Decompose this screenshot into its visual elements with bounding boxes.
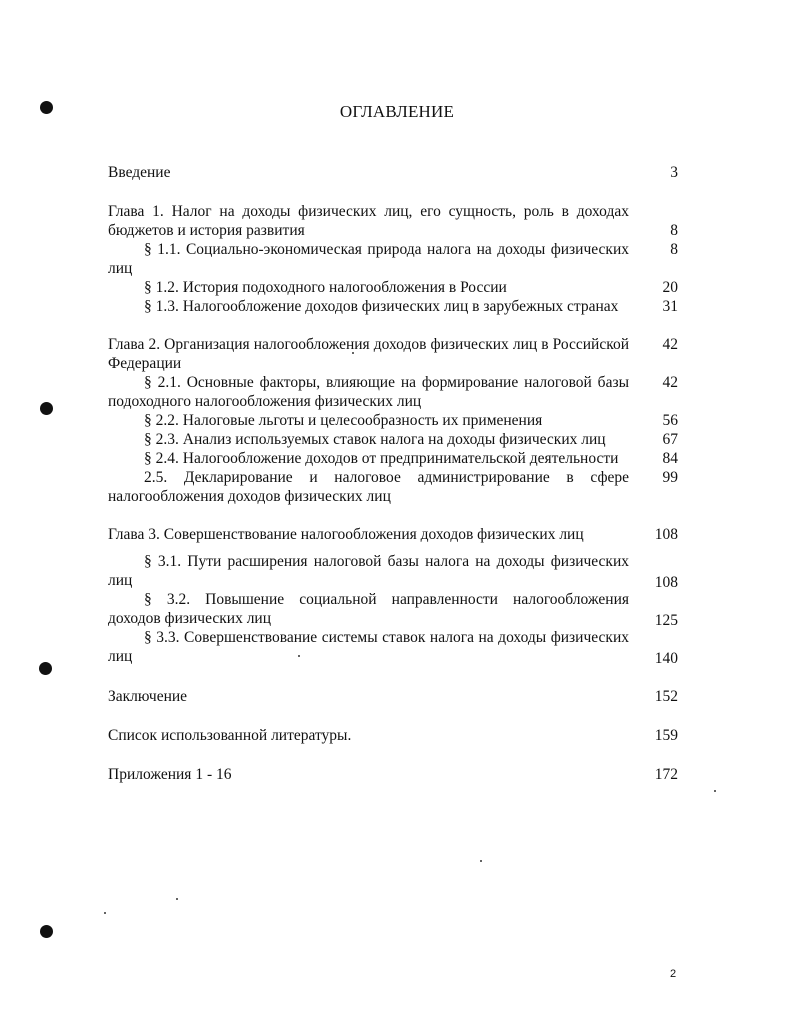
- toc-entry-page: 42: [662, 336, 678, 353]
- scan-speck: [714, 790, 716, 792]
- toc-entry-page: 42: [662, 374, 678, 391]
- toc-entry-page: 99: [662, 469, 678, 486]
- toc-entry-text: Список использованной литературы.: [108, 727, 352, 744]
- toc-entry-text: § 1.1. Социально-экономическая природа налога на доходы физических лиц: [108, 241, 629, 277]
- toc-entry-section-1-1: [108, 240, 678, 278]
- toc-entry-introduction: [108, 163, 678, 182]
- toc-entry-text: Глава 2. Организация налогообложения доходов физических лиц в Российской Федерации: [108, 336, 629, 372]
- toc-entry-page: 20: [662, 279, 678, 296]
- toc-entry-page: 140: [654, 650, 678, 667]
- toc-entry-page: 31: [662, 298, 678, 315]
- toc-entry-text: § 3.1. Пути расширения налоговой базы налога на доходы физических лиц: [108, 553, 629, 589]
- toc-entry-text: Глава 1. Налог на доходы физических лиц, его сущность, роль в доходах бюджетов и история развития: [108, 203, 629, 239]
- scan-speck: [104, 912, 106, 914]
- toc-entry-appendices: [108, 765, 678, 784]
- toc-entry-section-1-3: [108, 297, 678, 316]
- toc-entry-section-2-5: [108, 468, 678, 506]
- toc-entry-page: 8: [670, 241, 678, 258]
- toc-entry-page: 159: [654, 727, 678, 744]
- toc-entry-page: 3: [670, 164, 678, 181]
- toc-entry-page: 172: [654, 766, 678, 783]
- toc-entry-section-2-4: [108, 449, 678, 468]
- binding-hole-mark: [40, 402, 53, 415]
- toc-title: ОГЛАВЛЕНИЕ: [339, 102, 455, 121]
- toc-entry-bibliography: [108, 726, 678, 745]
- table-of-contents: [108, 160, 678, 784]
- toc-entry-text: § 2.2. Налоговые льготы и целесообразность их применения: [144, 412, 543, 429]
- toc-entry-page: 152: [654, 688, 678, 705]
- toc-entry-text: § 3.3. Совершенствование системы ставок налога на доходы физических лиц: [108, 629, 629, 665]
- toc-entry-text: § 3.2. Повышение социальной направленности налогообложения доходов физических лиц: [108, 591, 629, 627]
- toc-entry-text: 2.5. Декларирование и налоговое администрирование в сфере налогообложения доходов физических лиц: [108, 469, 629, 505]
- toc-entry-text: Введение: [108, 164, 171, 181]
- toc-entry-text: § 2.4. Налогообложение доходов от предпринимательской деятельности: [144, 450, 619, 467]
- binding-hole-mark: [40, 925, 53, 938]
- scan-speck: [176, 898, 178, 900]
- toc-entry-page: 84: [662, 450, 678, 467]
- toc-entry-section-3-1: [108, 552, 678, 590]
- toc-entry-section-2-2: [108, 411, 678, 430]
- toc-entry-section-2-1: [108, 373, 678, 411]
- toc-entry-page: 108: [654, 526, 678, 543]
- toc-entry-page: 8: [670, 222, 678, 239]
- toc-entry-chapter-1: [108, 202, 678, 240]
- toc-entry-chapter-2: [108, 335, 678, 373]
- toc-entry-text: Глава 3. Совершенствование налогообложения доходов физических лиц: [108, 526, 584, 543]
- toc-entry-text: § 2.1. Основные факторы, влияющие на формирование налоговой базы подоходного налогообложения физических лиц: [108, 374, 629, 410]
- toc-entry-conclusion: [108, 687, 678, 706]
- toc-entry-text: § 1.2. История подоходного налогообложения в России: [144, 279, 507, 296]
- toc-entry-page: 67: [662, 431, 678, 448]
- toc-entry-text: § 2.3. Анализ используемых ставок налога на доходы физических лиц: [144, 431, 606, 448]
- page-number: 2: [670, 968, 677, 980]
- toc-entry-section-3-2: [108, 590, 678, 628]
- toc-entry-page: 125: [654, 612, 678, 629]
- toc-entry-page: 56: [662, 412, 678, 429]
- toc-entry-text: § 1.3. Налогообложение доходов физических лиц в зарубежных странах: [144, 298, 619, 315]
- toc-entry-section-1-2: [108, 278, 678, 297]
- binding-hole-mark: [39, 662, 52, 675]
- toc-entry-page: 108: [654, 574, 678, 591]
- scan-speck: [480, 860, 482, 862]
- toc-entry-section-2-3: [108, 430, 678, 449]
- toc-entry-section-3-3: [108, 628, 678, 666]
- toc-entry-chapter-3: [108, 525, 678, 544]
- toc-entry-text: Приложения 1 - 16: [108, 766, 232, 783]
- toc-entry-text: Заключение: [108, 688, 188, 705]
